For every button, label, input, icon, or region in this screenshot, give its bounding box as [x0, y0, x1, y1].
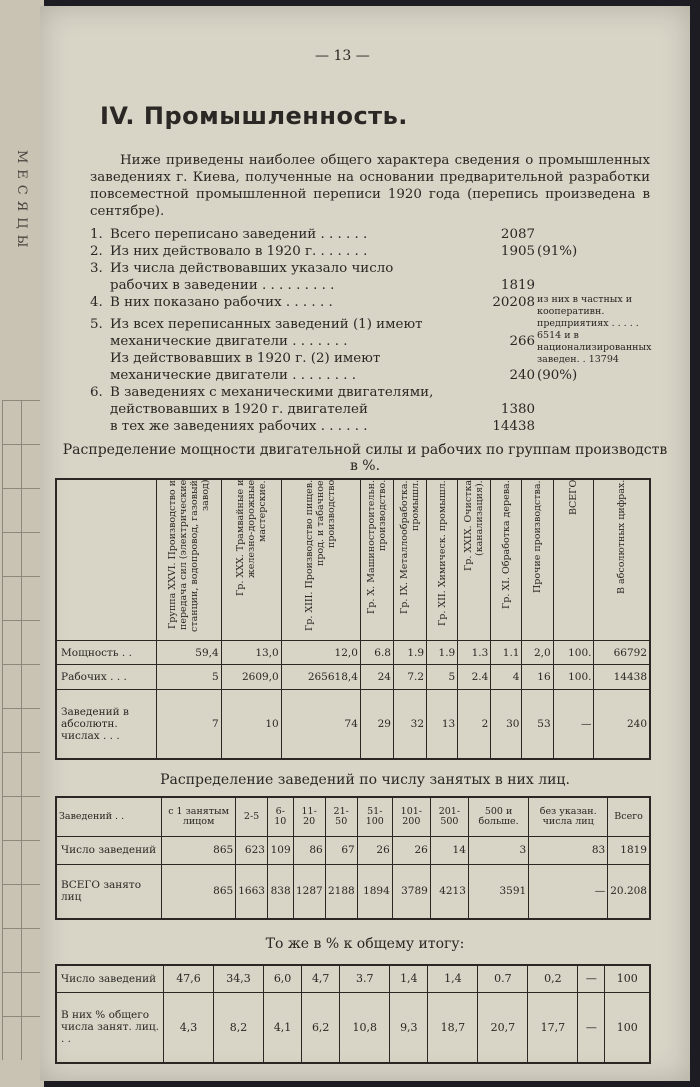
column-header: 6-10 — [267, 797, 293, 837]
column-header: В абсолютных цифрах. — [594, 479, 650, 641]
column-header: Гр. XII. Химическ. промышл. — [427, 479, 458, 641]
column-header: Гр. XXIX. Очистка (канализация). — [458, 479, 491, 641]
table-cell: 1287 — [293, 864, 325, 919]
table2-caption: Распределение заведений по числу занятых в них лиц. — [160, 772, 570, 788]
table-cell: 2609,0 — [221, 665, 281, 689]
table-cell: 100 — [605, 992, 650, 1063]
column-header: Гр. XIII. Производство пищев. прод. и табачное производство — [281, 479, 360, 641]
table-cell: 83 — [529, 837, 608, 865]
stat-value: 20208 — [492, 295, 535, 310]
table-cell: 7 — [157, 689, 222, 759]
stat-number: 5. — [90, 317, 103, 332]
table-cell: 10 — [221, 689, 281, 759]
table-cell: 2 — [458, 689, 491, 759]
table-corner-cell — [56, 479, 157, 641]
column-header: Прочие производства. — [522, 479, 553, 641]
row-label: Число заведений — [56, 837, 162, 865]
table-cell: 5 — [157, 665, 222, 689]
table-cell: 3789 — [392, 864, 430, 919]
table-cell: 29 — [360, 689, 393, 759]
table-cell: 1663 — [236, 864, 268, 919]
table-row — [56, 837, 650, 865]
table-cell: 30 — [491, 689, 522, 759]
column-header: Группа XXVI. Производство и передача сил (электрические станции, водопровод, газовый завод) — [157, 479, 222, 641]
table-cell: 13 — [427, 689, 458, 759]
table-cell: 20,7 — [478, 992, 528, 1063]
document-page — [40, 6, 690, 1081]
table-cell: 20.208 — [608, 864, 650, 919]
table-cell: 4,1 — [264, 992, 302, 1063]
stat-text: Из действовавших в 1920 г. (2) имеют механические двигатели . . . . . . . . — [110, 351, 381, 383]
column-header: 201-500 — [430, 797, 468, 837]
table-cell: 3.7 — [340, 965, 390, 992]
table-header-row — [56, 479, 650, 641]
column-header: 11-20 — [293, 797, 325, 837]
column-header: Всего — [608, 797, 650, 837]
row-label: Заведений в абсолютн. числах . . . — [56, 689, 157, 759]
table-cell: 16 — [522, 665, 553, 689]
power-distribution-table — [55, 478, 651, 760]
table-cell: 8,2 — [214, 992, 264, 1063]
table-cell: 4,3 — [164, 992, 214, 1063]
table-cell: 1,4 — [428, 965, 478, 992]
table-cell: 623 — [236, 837, 268, 865]
table-cell: 240 — [594, 689, 650, 759]
table-cell: 2188 — [325, 864, 357, 919]
row-label: Число заведений — [56, 965, 164, 992]
adjacent-page-edge — [0, 0, 44, 1087]
table-cell: 100. — [553, 641, 594, 665]
table-cell: 1.3 — [458, 641, 491, 665]
table-cell: 47,6 — [164, 965, 214, 992]
table-cell: 7.2 — [393, 665, 426, 689]
table-cell: 265618,4 — [281, 665, 360, 689]
table-cell: 5 — [427, 665, 458, 689]
table1-caption: Распределение мощности двигательной силы и рабочих по группам производств в %. — [62, 442, 668, 474]
stat-value: 240 — [509, 368, 535, 383]
adjacent-page-word: МЕСЯЦЫ — [14, 150, 29, 254]
stat-text: Из них действовало в 1920 г. . . . . . . — [110, 244, 368, 259]
table-cell: 838 — [267, 864, 293, 919]
stat-number: 3. — [90, 261, 103, 276]
section-title: IV. Промышленность. — [100, 102, 408, 130]
table-cell: 26 — [357, 837, 392, 865]
stat-note: из них в частных и кооперативн. предприятиях . . . . . 6514 и в национализированных заведен. . 13794 — [537, 294, 652, 365]
column-header: 101-200 — [392, 797, 430, 837]
column-header: с 1 занятым лицом — [162, 797, 236, 837]
table-cell: 100 — [605, 965, 650, 992]
page-number: — 13 — — [315, 48, 370, 64]
table-cell: 0.7 — [478, 965, 528, 992]
table-header-row — [56, 797, 650, 837]
table-cell: 14 — [430, 837, 468, 865]
table-cell: 34,3 — [214, 965, 264, 992]
table-cell: 13,0 — [221, 641, 281, 665]
table-cell: — — [578, 965, 605, 992]
column-header: без указан. числа лиц — [529, 797, 608, 837]
stat-text: Всего переписано заведений . . . . . . — [110, 227, 368, 242]
table-cell: 865 — [162, 837, 236, 865]
stat-text: Из числа действовавших указало число рабочих в заведении . . . . . . . . . — [110, 261, 394, 293]
stat-number: 4. — [90, 295, 103, 310]
table-cell: 12,0 — [281, 641, 360, 665]
row-label: Рабочих . . . — [56, 665, 157, 689]
table-cell: 26 — [392, 837, 430, 865]
stat-note: (90%) — [537, 368, 578, 383]
table-row — [56, 864, 650, 919]
table-cell: 0,2 — [528, 965, 578, 992]
table-cell: 6.8 — [360, 641, 393, 665]
table-cell: — — [578, 992, 605, 1063]
row-label: В них % общего числа занят. лиц. . . — [56, 992, 164, 1063]
table-cell: 9,3 — [390, 992, 428, 1063]
table-cell: 24 — [360, 665, 393, 689]
column-header: 51-100 — [357, 797, 392, 837]
table-cell: 18,7 — [428, 992, 478, 1063]
stat-value: 1905 — [500, 244, 535, 259]
table-cell: 2.4 — [458, 665, 491, 689]
table-cell: 67 — [325, 837, 357, 865]
stat-number: 2. — [90, 244, 103, 259]
table-cell: 66792 — [594, 641, 650, 665]
stat-text: В них показано рабочих . . . . . . — [110, 295, 333, 310]
table-cell: 59,4 — [157, 641, 222, 665]
table-cell: 1894 — [357, 864, 392, 919]
table-cell: 14438 — [594, 665, 650, 689]
table-row — [56, 689, 650, 759]
table-row — [56, 665, 650, 689]
table-cell: 4 — [491, 665, 522, 689]
table-cell: 32 — [393, 689, 426, 759]
stat-number: 6. — [90, 385, 103, 400]
table-cell: 2,0 — [522, 641, 553, 665]
column-header: 2-5 — [236, 797, 268, 837]
table-cell: 10,8 — [340, 992, 390, 1063]
row-label: Мощность . . — [56, 641, 157, 665]
stat-text: в тех же заведениях рабочих . . . . . . — [110, 419, 368, 434]
column-header: Гр. IX. Металлообработка. промышл. — [393, 479, 426, 641]
intro-paragraph: Ниже приведены наиболее общего характера сведения о промышленных заведениях г. Киева, полученные на основании предварительной разработки повсеместной промышленной переписи 1920 года (перепись произведена в сентябре). — [90, 153, 650, 219]
table-cell: 6,0 — [264, 965, 302, 992]
table-cell: 1.9 — [393, 641, 426, 665]
stat-value: 1819 — [500, 278, 535, 293]
column-header: Заведений . . — [56, 797, 162, 837]
table-cell: 1.1 — [491, 641, 522, 665]
column-header: Гр. X. Машиностроительн. производство. — [360, 479, 393, 641]
column-header: Гр. XI. Обработка дерева. — [491, 479, 522, 641]
stat-value: 14438 — [492, 419, 535, 434]
table-cell: 100. — [553, 665, 594, 689]
table-cell: 17,7 — [528, 992, 578, 1063]
table-cell: 53 — [522, 689, 553, 759]
table-cell: 109 — [267, 837, 293, 865]
stat-note: (91%) — [537, 244, 578, 259]
table-row — [56, 992, 650, 1063]
row-label: ВСЕГО занято лиц — [56, 864, 162, 919]
stat-number: 1. — [90, 227, 103, 242]
table-cell: 4213 — [430, 864, 468, 919]
table-cell: 3 — [468, 837, 528, 865]
table-cell: 865 — [162, 864, 236, 919]
table-cell: 4,7 — [302, 965, 340, 992]
stat-value: 1380 — [500, 402, 535, 417]
stat-text: Из всех переписанных заведений (1) имеют механические двигатели . . . . . . . — [110, 317, 423, 349]
stat-value: 2087 — [500, 227, 535, 242]
table-cell: 1,4 — [390, 965, 428, 992]
table-cell: — — [529, 864, 608, 919]
adjacent-page-table — [2, 400, 40, 1060]
percent-table — [55, 964, 651, 1064]
table-cell: 1.9 — [427, 641, 458, 665]
stat-value: 266 — [509, 334, 535, 349]
table-row — [56, 965, 650, 992]
column-header: 21-50 — [325, 797, 357, 837]
column-header: Гр. XXX. Трамвайные и железно-дорожные мастерские. — [221, 479, 281, 641]
table-cell: 3591 — [468, 864, 528, 919]
establishments-by-size-table — [55, 796, 651, 920]
table-cell: — — [553, 689, 594, 759]
table-cell: 1819 — [608, 837, 650, 865]
column-header: 500 и больше. — [468, 797, 528, 837]
table-cell: 74 — [281, 689, 360, 759]
table-row — [56, 641, 650, 665]
column-header: ВСЕГО — [553, 479, 594, 641]
table-cell: 86 — [293, 837, 325, 865]
table3-caption: То же в % к общему итогу: — [265, 936, 465, 952]
table-cell: 6,2 — [302, 992, 340, 1063]
stat-text: В заведениях с механическими двигателями, действовавших в 1920 г. двигателей — [110, 385, 434, 417]
